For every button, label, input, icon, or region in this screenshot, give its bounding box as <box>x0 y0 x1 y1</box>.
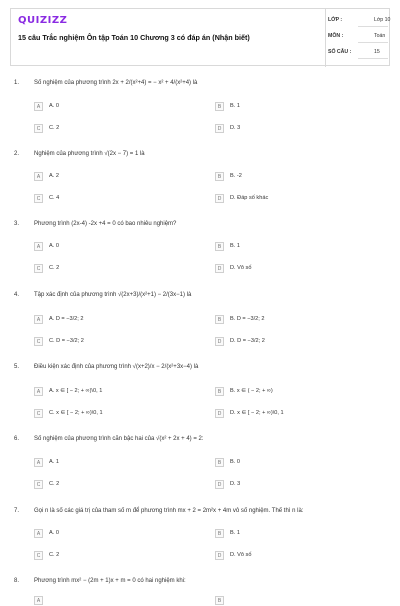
option-text: A. x ∈ [ − 2; + ∞)\0, 1 <box>49 388 103 394</box>
option-d[interactable] <box>215 264 355 274</box>
option-text: C. D = −3/2; 2 <box>49 338 84 344</box>
option-letter-box: A <box>34 102 43 111</box>
option-c[interactable] <box>34 551 174 561</box>
option-c[interactable] <box>34 194 174 204</box>
option-text: D. 3 <box>230 481 241 487</box>
option-letter-box: C <box>34 551 43 560</box>
quizizz-logo: QUIZIZZ <box>18 15 68 26</box>
option-letter-box: A <box>34 387 43 396</box>
option-letter-box: D <box>215 194 224 203</box>
option-letter-box: B <box>215 596 224 605</box>
option-a[interactable] <box>34 529 174 539</box>
question-number: 6. <box>14 436 20 442</box>
option-text: C. 4 <box>49 195 60 201</box>
option-letter-box: D <box>215 337 224 346</box>
option-b[interactable] <box>215 458 355 468</box>
option-letter-box: D <box>215 409 224 418</box>
option-d[interactable] <box>215 409 355 419</box>
option-letter-box: C <box>34 337 43 346</box>
question-text: Nghiệm của phương trình √(2x − 7) = 1 là <box>34 151 145 157</box>
option-c[interactable] <box>34 337 174 347</box>
option-letter-box: A <box>34 529 43 538</box>
option-letter-box: C <box>34 124 43 133</box>
question-text: Phương trình (2x-4) -2x +4 = 0 có bao nhiêu nghiệm? <box>34 221 177 227</box>
option-text: B. -2 <box>230 173 242 179</box>
option-letter-box: B <box>215 172 224 181</box>
question-text: Điều kiện xác định của phương trình √(x+2)/x − 2/(x²+3x−4) là <box>34 364 199 370</box>
meta-value: Toán <box>374 33 386 39</box>
option-text: D. x ∈ [ − 2; + ∞)\0, 1 <box>230 410 284 416</box>
option-text: A. 1 <box>49 459 59 465</box>
option-b[interactable] <box>215 102 355 112</box>
question-text: Phương trình mx² − (2m + 1)x + m = 0 có hai nghiệm khi: <box>34 578 186 584</box>
option-letter-box: A <box>34 242 43 251</box>
option-b[interactable] <box>215 387 355 397</box>
meta-key: LỚP : <box>328 17 343 23</box>
option-letter-box: B <box>215 315 224 324</box>
option-a[interactable] <box>34 596 174 606</box>
option-letter-box: C <box>34 194 43 203</box>
option-a[interactable] <box>34 102 174 112</box>
question-text: Số nghiệm của phương trình căn bậc hai của √(x² + 2x + 4) = 2: <box>34 436 204 442</box>
meta-row-class <box>326 13 392 27</box>
option-b[interactable] <box>215 529 355 539</box>
option-text: B. D = −3/2; 2 <box>230 316 265 322</box>
page-title: 15 câu Trắc nghiệm Ôn tập Toán 10 Chương 3 có đáp án (Nhận biết) <box>18 33 250 42</box>
option-text: A. 0 <box>49 530 59 536</box>
option-a[interactable] <box>34 242 174 252</box>
option-a[interactable] <box>34 172 174 182</box>
option-d[interactable] <box>215 194 355 204</box>
meta-row-subject <box>326 29 392 43</box>
option-c[interactable] <box>34 264 174 274</box>
option-letter-box: B <box>215 529 224 538</box>
option-letter-box: A <box>34 596 43 605</box>
question-text: Gọi n là số các giá trị của tham số m để phương trình mx + 2 = 2m²x + 4m vô số nghiệm. Thế thì n là: <box>34 508 304 514</box>
option-letter-box: B <box>215 102 224 111</box>
option-letter-box: D <box>215 480 224 489</box>
option-text: D. Vô số <box>230 265 252 271</box>
document-header <box>10 8 390 66</box>
question-number: 4. <box>14 292 20 298</box>
meta-value: Lớp 10 <box>374 17 391 23</box>
option-text: A. 0 <box>49 243 59 249</box>
question-text: Tập xác định của phương trình √(2x+3)/(x²+1) − 2/(3x−1) là <box>34 292 192 298</box>
option-c[interactable] <box>34 480 174 490</box>
meta-value: 15 <box>374 49 380 55</box>
option-d[interactable] <box>215 480 355 490</box>
question-text: Số nghiệm của phương trình 2x + 2/(x²+4) = − x² + 4/(x²+4) là <box>34 80 198 86</box>
question-number: 2. <box>14 151 20 157</box>
option-text: B. 1 <box>230 103 240 109</box>
question-number: 7. <box>14 508 20 514</box>
option-c[interactable] <box>34 409 174 419</box>
option-text: B. 1 <box>230 243 240 249</box>
option-d[interactable] <box>215 551 355 561</box>
option-letter-box: C <box>34 264 43 273</box>
option-a[interactable] <box>34 315 174 325</box>
option-text: A. 0 <box>49 103 59 109</box>
option-text: A. 2 <box>49 173 59 179</box>
option-d[interactable] <box>215 337 355 347</box>
option-b[interactable] <box>215 172 355 182</box>
option-text: D. Đáp số khác <box>230 195 269 201</box>
meta-panel <box>325 9 391 67</box>
question-number: 3. <box>14 221 20 227</box>
option-text: C. 2 <box>49 481 60 487</box>
option-text: C. 2 <box>49 552 60 558</box>
meta-key: MÔN : <box>328 33 344 39</box>
option-c[interactable] <box>34 124 174 134</box>
option-text: C. 2 <box>49 265 60 271</box>
option-text: A. D = −3/2; 2 <box>49 316 84 322</box>
option-letter-box: B <box>215 242 224 251</box>
option-text: D. D = −3/2; 2 <box>230 338 265 344</box>
option-letter-box: B <box>215 387 224 396</box>
option-letter-box: D <box>215 264 224 273</box>
option-text: B. 1 <box>230 530 240 536</box>
option-letter-box: A <box>34 172 43 181</box>
option-b[interactable] <box>215 315 355 325</box>
question-number: 8. <box>14 578 20 584</box>
question-number: 5. <box>14 364 20 370</box>
option-letter-box: D <box>215 124 224 133</box>
option-b[interactable] <box>215 242 355 252</box>
option-b[interactable] <box>215 596 355 606</box>
option-text: D. Vô số <box>230 552 252 558</box>
option-text: D. 3 <box>230 125 241 131</box>
option-letter-box: A <box>34 458 43 467</box>
option-text: C. 2 <box>49 125 60 131</box>
option-a[interactable] <box>34 458 174 468</box>
option-text: C. x ∈ [ − 2; + ∞)\0, 1 <box>49 410 103 416</box>
option-d[interactable] <box>215 124 355 134</box>
option-letter-box: A <box>34 315 43 324</box>
question-number: 1. <box>14 80 20 86</box>
meta-row-count <box>326 45 392 59</box>
option-text: B. 0 <box>230 459 240 465</box>
option-text: B. x ∈ ( − 2; + ∞) <box>230 388 273 394</box>
option-letter-box: D <box>215 551 224 560</box>
option-a[interactable] <box>34 387 174 397</box>
option-letter-box: C <box>34 409 43 418</box>
meta-key: SỐ CÂU : <box>328 49 352 55</box>
option-letter-box: B <box>215 458 224 467</box>
option-letter-box: C <box>34 480 43 489</box>
